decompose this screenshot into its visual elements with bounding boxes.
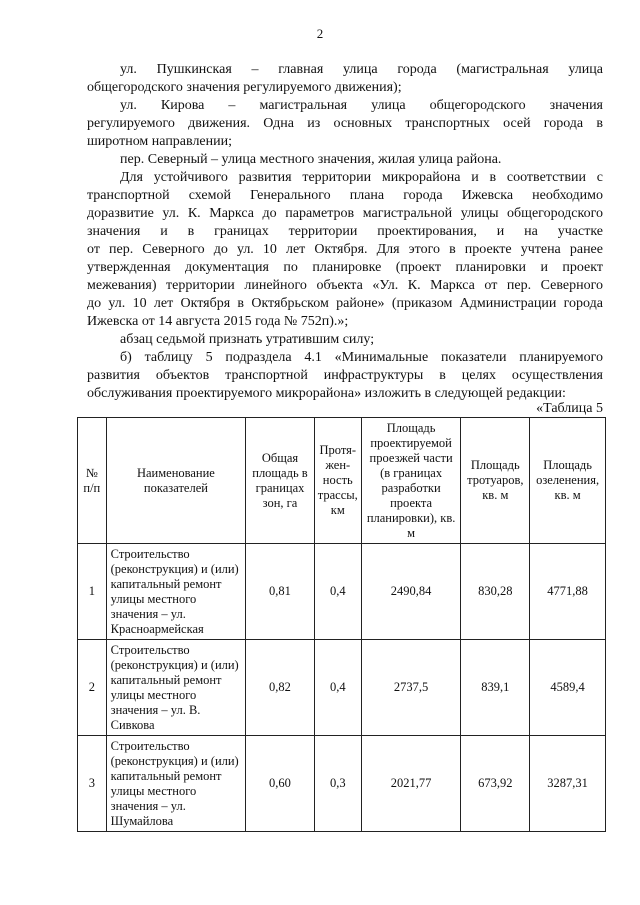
cell-area: 0,81 bbox=[246, 544, 315, 640]
paragraph-line: до ул. 10 лет Октября в Октябрьском районе» (приказом Администрации города bbox=[87, 296, 603, 311]
paragraph-line: Ижевска от 14 августа 2015 года № 752п).»; bbox=[87, 314, 349, 329]
paragraph-line: доразвитие ул. К. Маркса до параметров магистральной улицы общегородского bbox=[87, 206, 603, 221]
cell-sidewalks: 673,92 bbox=[461, 736, 530, 832]
table-row bbox=[78, 736, 606, 832]
header-name: Наименование показателей bbox=[106, 418, 246, 544]
paragraph-development bbox=[87, 169, 603, 331]
table-header-row bbox=[78, 418, 606, 544]
paragraph-line: абзац седьмой признать утратившим силу; bbox=[120, 332, 375, 347]
cell-roadway: 2021,77 bbox=[361, 736, 461, 832]
cell-length: 0,3 bbox=[314, 736, 361, 832]
table-row bbox=[78, 640, 606, 736]
header-length: Протя-жен-ность трассы, км bbox=[314, 418, 361, 544]
cell-name: Строительство (реконструкция) и (или) капитальный ремонт улицы местного значения – ул. Красноармейская bbox=[106, 544, 246, 640]
cell-number: 2 bbox=[78, 640, 107, 736]
cell-greenery: 4589,4 bbox=[530, 640, 606, 736]
paragraph-line: развития объектов транспортной инфраструктуры в целях осуществления bbox=[87, 368, 603, 383]
header-number: № п/п bbox=[78, 418, 107, 544]
header-roadway: Площадь проектируемой проезжей части (в границах разработки проекта планировки), кв. м bbox=[361, 418, 461, 544]
paragraph-line: ул. Кирова – магистральная улица общегородского значения bbox=[120, 98, 603, 113]
cell-sidewalks: 839,1 bbox=[461, 640, 530, 736]
paragraph-kirova bbox=[87, 97, 603, 151]
table-caption: «Таблица 5 bbox=[536, 401, 603, 416]
paragraph-line: от пер. Северного до ул. 10 лет Октября. Для этого в проекте учтена ранее bbox=[87, 242, 603, 257]
paragraph-line: значения и в границах территории проектирования, и на участке bbox=[87, 224, 603, 239]
paragraph-pushkinskaya bbox=[87, 61, 603, 97]
paragraph-table-intro bbox=[87, 349, 603, 403]
paragraph-severny bbox=[87, 151, 603, 169]
header-greenery: Площадь озеленения, кв. м bbox=[530, 418, 606, 544]
paragraph-line: ул. Пушкинская – главная улица города (магистральная улица bbox=[120, 62, 603, 77]
paragraph-line: межевания) территории линейного объекта «Ул. К. Маркса от пер. Северного bbox=[87, 278, 603, 293]
cell-area: 0,82 bbox=[246, 640, 315, 736]
table-row bbox=[78, 544, 606, 640]
paragraph-line: общегородского значения регулируемого движения); bbox=[87, 80, 402, 95]
cell-name: Строительство (реконструкция) и (или) капитальный ремонт улицы местного значения – ул. В. Сивкова bbox=[106, 640, 246, 736]
cell-greenery: 3287,31 bbox=[530, 736, 606, 832]
indicators-table bbox=[77, 417, 606, 832]
cell-name: Строительство (реконструкция) и (или) капитальный ремонт улицы местного значения – ул. Шумайлова bbox=[106, 736, 246, 832]
header-sidewalks: Площадь тротуаров, кв. м bbox=[461, 418, 530, 544]
cell-area: 0,60 bbox=[246, 736, 315, 832]
paragraph-line: Для устойчивого развития территории микрорайона и в соответствии с bbox=[120, 170, 603, 185]
cell-number: 1 bbox=[78, 544, 107, 640]
paragraph-line: широтном направлении; bbox=[87, 134, 233, 149]
paragraph-line: утвержденная документация по планировке (проект планировки и проект bbox=[87, 260, 603, 275]
paragraph-line: пер. Северный – улица местного значения, жилая улица района. bbox=[120, 152, 502, 167]
paragraph-line: транспортной схемой Генерального плана города Ижевска необходимо bbox=[87, 188, 603, 203]
paragraph-line: б) таблицу 5 подраздела 4.1 «Минимальные показатели планируемого bbox=[120, 350, 603, 365]
cell-sidewalks: 830,28 bbox=[461, 544, 530, 640]
cell-greenery: 4771,88 bbox=[530, 544, 606, 640]
paragraph-line: обслуживания проектируемого микрорайона» изложить в следующей редакции: bbox=[87, 386, 566, 401]
cell-length: 0,4 bbox=[314, 640, 361, 736]
cell-roadway: 2737,5 bbox=[361, 640, 461, 736]
page-number: 2 bbox=[316, 26, 324, 41]
cell-roadway: 2490,84 bbox=[361, 544, 461, 640]
header-area: Общая площадь в границах зон, га bbox=[246, 418, 315, 544]
cell-length: 0,4 bbox=[314, 544, 361, 640]
paragraph-line: регулируемого движения. Одна из основных транспортных осей города в bbox=[87, 116, 603, 131]
cell-number: 3 bbox=[78, 736, 107, 832]
paragraph-abzac bbox=[87, 331, 603, 349]
